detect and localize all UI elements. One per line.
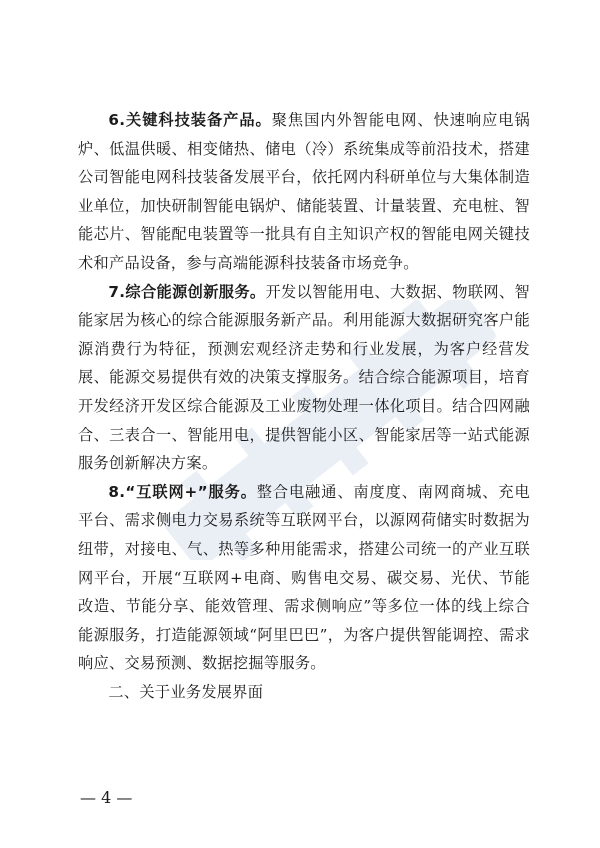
- paragraph-heading: 6.关键科技装备产品。: [108, 111, 272, 129]
- paragraph-text: 开发以智能用电、大数据、物联网、智能家居为核心的综合能源服务新产品。利用能源大数据研究客户能源消费行为特征，预测宏观经济走势和行业发展，为客户经营发展、能源交易提供有效的决策支撑服务。结合综合能源项目，培育开发经济开发区综合能源及工业废物处理一体化项目。结合四网融合、三表合一、智能用电，提供智能小区、智能家居等一站式能源服务创新解决方案。: [78, 282, 530, 473]
- paragraph-internet-plus-service: [78, 478, 530, 678]
- section-title: 二、关于业务发展界面: [108, 682, 264, 701]
- paragraph-text: 整合电融通、南度度、南网商城、充电平台、需求侧电力交易系统等互联网平台，以源网荷储实时数据为纽带，对接电、气、热等多种用能需求，搭建公司统一的产业互联网平台，开展“互联网+电商、购售电交易、碳交易、光伏、节能改造、节能分享、能效管理、需求侧响应”等多位一体的线上综合能源服务，打造能源领域“阿里巴巴”，为客户提供智能调控、需求响应、交易预测、数据挖掘等服务。: [78, 482, 530, 673]
- paragraph-integrated-energy-service: [78, 278, 530, 478]
- page-number: — 4 —: [80, 788, 133, 807]
- paragraph-heading: 8.“互联网+”服务。: [108, 482, 257, 501]
- paragraph-text: 聚焦国内外智能电网、快速响应电锅炉、低温供暖、相变储热、储电（冷）系统集成等前沿技术，搭建公司智能电网科技装备发展平台，依托网内科研单位与大集体制造业单位，加快研制智能电锅炉、储能装置、计量装置、充电桩、智能芯片、智能配电装置等一批具有自主知识产权的智能电网关键技术和产品设备，参与高端能源科技装备市场竞争。: [78, 111, 530, 272]
- document-body: [78, 106, 530, 706]
- paragraph-key-tech-equipment: [78, 106, 530, 278]
- paragraph-heading: 7.综合能源创新服务。: [108, 282, 266, 301]
